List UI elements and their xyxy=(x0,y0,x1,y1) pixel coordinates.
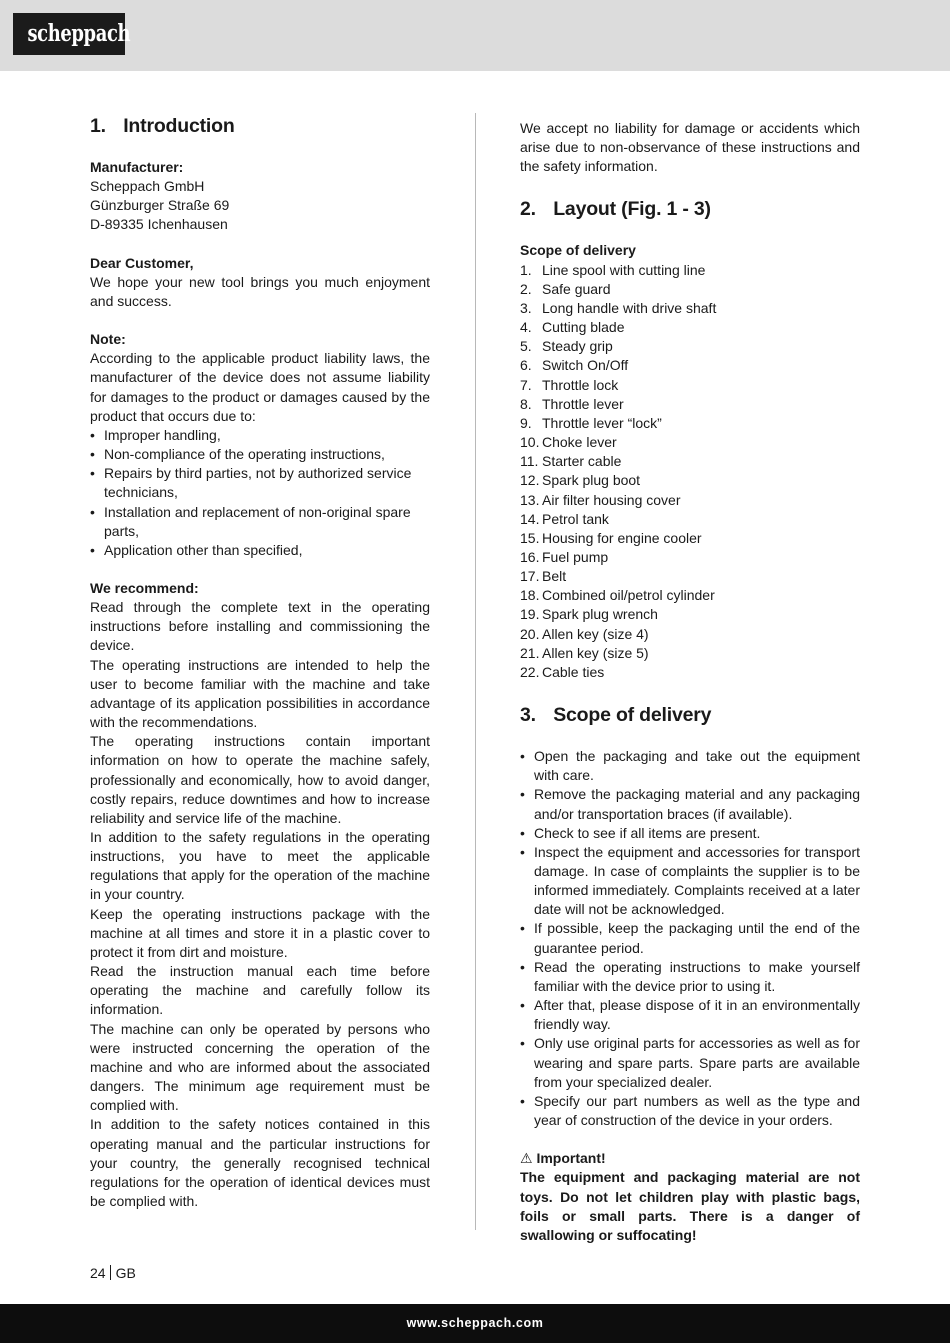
list-item: 3. Long handle with drive shaft xyxy=(520,299,717,316)
delivery-bullet-list xyxy=(520,747,860,1130)
list-item: 8. Throttle lever xyxy=(520,395,624,412)
list-item: 16. Fuel pump xyxy=(520,548,609,565)
list-item: 2. Safe guard xyxy=(520,280,611,297)
recommend-paragraph: The operating instructions contain important information on how to operate the machine safely, professionally and economically, how to avoid danger, costly repairs, reduce downtimes and how to increase reliability and service life of the machine. xyxy=(90,733,430,826)
recommend-paragraph: Keep the operating instructions package with the machine at all times and store it in a plastic cover to protect it from dirt and moisture. xyxy=(90,905,430,960)
address-line: Günzburger Straße 69 xyxy=(90,197,230,214)
list-item: 14. Petrol tank xyxy=(520,510,609,527)
manufacturer-label: Manufacturer: xyxy=(90,159,184,175)
list-item: • Remove the packaging material and any packaging and/or transportation braces (if available). xyxy=(520,785,860,823)
recommend-paragraph: Read through the complete text in the operating instructions before installing and commissioning the device. xyxy=(90,599,430,654)
address-line: D-89335 Ichenhausen xyxy=(90,216,228,233)
recommend-paragraph: Read the instruction manual each time before operating the machine and carefully follow its information. xyxy=(90,963,430,1018)
note-label: Note: xyxy=(90,331,126,348)
recommend-paragraph: The operating instructions are intended to help the user to become familiar with the machine and take advantage of its application possibilities in accordance with the recommendations. xyxy=(90,656,430,731)
list-item: 21. Allen key (size 5) xyxy=(520,644,649,661)
list-item: 18. Combined oil/petrol cylinder xyxy=(520,587,715,604)
list-item: 20. Allen key (size 4) xyxy=(520,625,649,642)
important-heading xyxy=(520,1149,860,1168)
list-item: • If possible, keep the packaging until the end of the guarantee period. xyxy=(520,919,860,957)
important-label: Important! xyxy=(536,1150,606,1167)
recommend-paragraph: In addition to the safety notices contained in this operating manual and the particular instructions for your country, the generally recognised technical regulations for the operation of identical devices must be complied with. xyxy=(90,1116,430,1209)
list-item: • Read the operating instructions to make yourself familiar with the device prior to using it. xyxy=(520,958,860,996)
liability-text: We accept no liability for damage or accidents which arise due to non-observance of these instructions and the safety information. xyxy=(520,120,860,175)
dear-customer-label: Dear Customer, xyxy=(90,254,194,271)
scope-of-delivery-label: Scope of delivery xyxy=(520,242,636,259)
page-header xyxy=(0,0,950,71)
recommend-paragraph: The machine can only be operated by persons who were instructed concerning the operation of the machine and who are informed about the associated dangers. The minimum age requirement must be complied with. xyxy=(90,1020,430,1114)
list-item: • Installation and replacement of non-original spare parts, xyxy=(90,503,430,541)
column-divider xyxy=(475,113,476,1230)
list-item: 17. Belt xyxy=(520,568,567,585)
recommend-paragraph: In addition to the safety regulations in the operating instructions, you have to meet the applicable regulations that apply for the operation of the machine in your country. xyxy=(90,829,430,903)
list-item: 1. Line spool with cutting line xyxy=(520,261,706,278)
parts-list xyxy=(520,261,860,682)
manufacturer-address xyxy=(90,177,430,234)
list-item: 13. Air filter housing cover xyxy=(520,491,681,508)
list-item: 12. Spark plug boot xyxy=(520,472,641,489)
list-item: 15. Housing for engine cooler xyxy=(520,529,702,546)
list-item: 22. Cable ties xyxy=(520,663,605,680)
list-item: 10. Choke lever xyxy=(520,434,617,451)
dear-customer-text: We hope your new tool brings you much enjoyment and success. xyxy=(90,273,430,309)
list-item: 19. Spark plug wrench xyxy=(520,606,658,623)
section-heading-layout: 2. Layout (Fig. 1 - 3) xyxy=(520,198,711,221)
list-item: 9. Throttle lever “lock” xyxy=(520,414,662,431)
divider-bar xyxy=(110,1265,111,1280)
list-item: 4. Cutting blade xyxy=(520,319,625,336)
list-item: 7. Throttle lock xyxy=(520,376,619,393)
warning-triangle-icon: ⚠ xyxy=(520,1150,533,1167)
list-item: • Open the packaging and take out the equipment with care. xyxy=(520,747,860,785)
section-heading-scope-of-delivery: 3. Scope of delivery xyxy=(520,704,712,727)
note-bullet-list xyxy=(90,426,430,560)
list-item: 5. Steady grip xyxy=(520,338,613,355)
list-item: • Inspect the equipment and accessories for transport damage. In case of complaints the supplier is to be informed immediately. Complaints received at a later date will not be acknowledged. xyxy=(520,843,860,920)
list-item: • Improper handling, xyxy=(90,426,430,445)
list-item: • Only use original parts for accessories as well as for wearing and spare parts. Spare parts are available from your specialized dealer. xyxy=(520,1034,860,1091)
list-item: • Check to see if all items are present. xyxy=(520,824,860,843)
scheppach-logo: scheppach xyxy=(13,13,125,55)
list-item: • Application other than specified, xyxy=(90,541,430,560)
address-line: Scheppach GmbH xyxy=(90,178,205,195)
section-heading-introduction: 1. Introduction xyxy=(90,115,235,137)
recommend-label: We recommend: xyxy=(90,579,199,596)
list-item: • Non-compliance of the operating instructions, xyxy=(90,445,430,464)
website-link[interactable]: www.scheppach.com xyxy=(406,1316,544,1330)
page-number: 24 GB xyxy=(90,1265,136,1281)
list-item: • Specify our part numbers as well as the type and year of construction of the device in your orders. xyxy=(520,1092,860,1130)
list-item: 6. Switch On/Off xyxy=(520,357,629,374)
list-item: • After that, please dispose of it in an environmentally friendly way. xyxy=(520,996,860,1034)
left-column xyxy=(90,113,430,1211)
list-item: 11. Starter cable xyxy=(520,453,622,470)
page-footer xyxy=(0,1304,950,1343)
note-text: According to the applicable product liability laws, the manufacturer of the device does not assume liability for damages to the product or damages caused by the product that occurs due to: xyxy=(90,350,430,424)
important-text: The equipment and packaging material are not toys. Do not let children play with plastic bags, foils or small parts. There is a danger of swallowing or suffocating! xyxy=(520,1169,860,1243)
list-item: • Repairs by third parties, not by authorized service technicians, xyxy=(90,464,430,502)
right-column xyxy=(520,119,860,1245)
